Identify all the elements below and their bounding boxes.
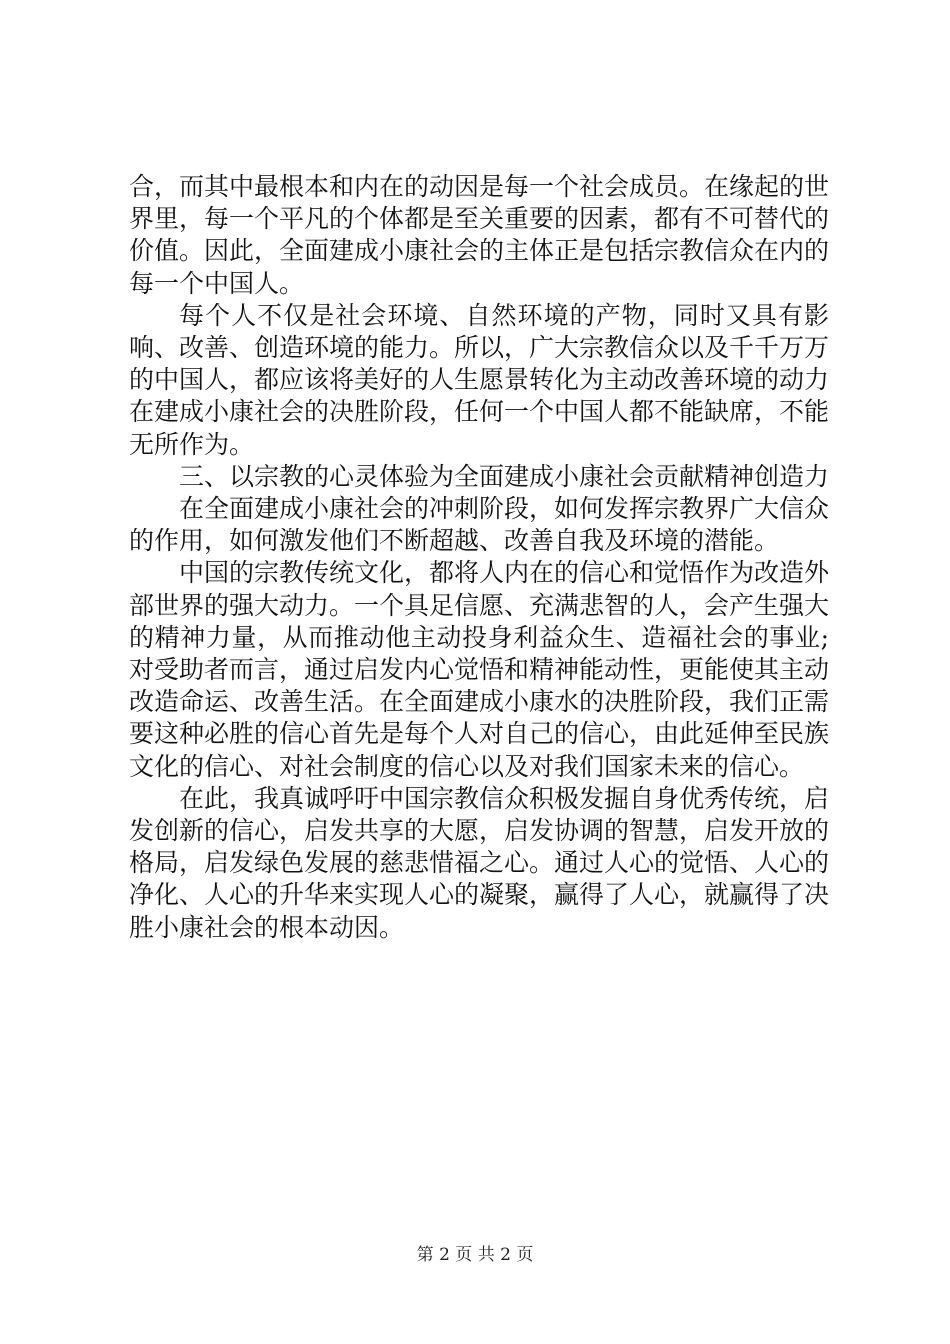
page-footer: 第 2 页 共 2 页 [416, 1245, 534, 1265]
paragraph-1: 合，而其中最根本和内在的动因是每一个社会成员。在缘起的世界里，每一个平凡的个体都是至关重要的因素，都有不可替代的价值。因此，全面建成小康社会的主体正是包括宗教信众在内的每一个中国人。 [129, 172, 830, 298]
paragraph-5: 中国的宗教传统文化，都将人内在的信心和觉悟作为改造外部世界的强大动力。一个具足信愿、充满悲智的人，会产生强大的精神力量，从而推动他主动投身利益众生、造福社会的事业;对受助者而言，通过启发内心觉悟和精神能动性，更能使其主动改造命运、改善生活。在全面建成小康水的决胜阶段，我们正需要这种必胜的信心首先是每个人对自己的信心，由此延伸至民族文化的信心、对社会制度的信心以及对我们国家未来的信心。 [129, 558, 830, 781]
paragraph-6: 在此，我真诚呼吁中国宗教信众积极发掘自身优秀传统，启发创新的信心，启发共享的大愿，启发协调的智慧，启发开放的格局，启发绿色发展的慈悲惜福之心。通过人心的觉悟、人心的净化、人心的升华来实现人心的凝聚，赢得了人心，就赢得了决胜小康社会的根本动因。 [129, 783, 830, 942]
paragraph-2: 每个人不仅是社会环境、自然环境的产物，同时又具有影响、改善、创造环境的能力。所以，广大宗教信众以及千千万万的中国人，都应该将美好的人生愿景转化为主动改善环境的动力在建成小康社会的决胜阶段，任何一个中国人都不能缺席，不能无所作为。 [129, 300, 830, 459]
paragraph-4: 在全面建成小康社会的冲刺阶段，如何发挥宗教界广大信众的作用，如何激发他们不断超越、改善自我及环境的潜能。 [129, 494, 830, 556]
body-text [129, 171, 829, 944]
section-heading-3: 三、以宗教的心灵体验为全面建成小康社会贡献精神创造力 [179, 461, 830, 491]
